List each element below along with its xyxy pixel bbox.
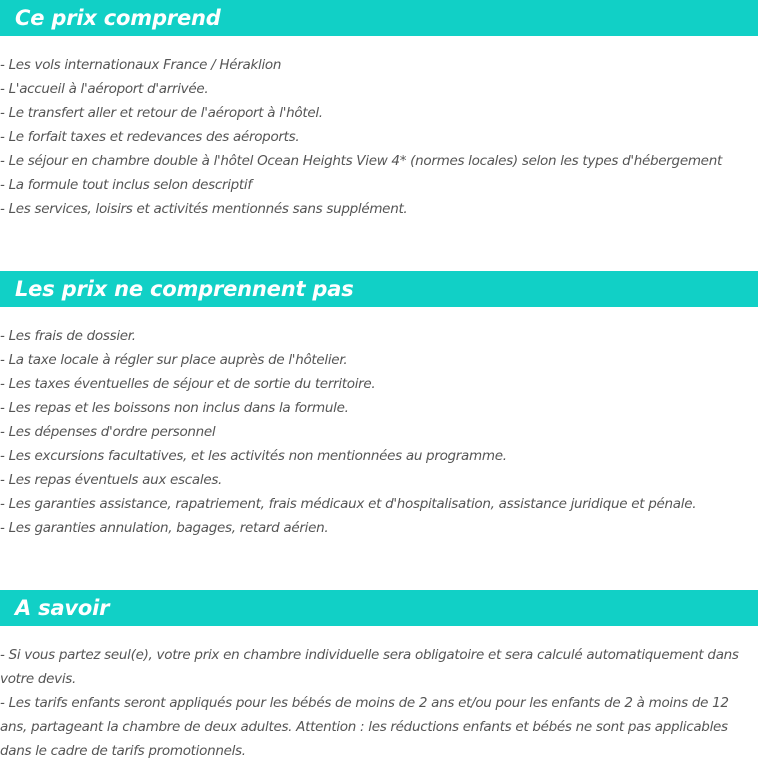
not-included-item: - Les repas et les boissons non inclus dans la formule. bbox=[0, 400, 349, 416]
not-included-item: - Les repas éventuels aux escales. bbox=[0, 472, 223, 488]
not-included-title: Les prix ne comprennent pas bbox=[15, 277, 354, 301]
included-item: - Le séjour en chambre double à l'hôtel Ocean Heights View 4* (normes locales) selon les types d'hébergement bbox=[0, 153, 722, 169]
to-know-body bbox=[0, 643, 758, 763]
not-included-item: - Les excursions facultatives, et les activités non mentionnées au programme. bbox=[0, 448, 507, 464]
included-item: - L'accueil à l'aéroport d'arrivée. bbox=[0, 81, 209, 97]
included-list bbox=[0, 53, 758, 221]
included-item: - La formule tout inclus selon descriptif bbox=[0, 177, 252, 193]
included-item: - Le forfait taxes et redevances des aéroports. bbox=[0, 129, 300, 145]
not-included-item: - Les garanties assistance, rapatriement, frais médicaux et d'hospitalisation, assistance juridique et pénale. bbox=[0, 496, 697, 512]
to-know-header bbox=[0, 590, 758, 626]
to-know-paragraph: - Les tarifs enfants seront appliqués pour les bébés de moins de 2 ans et/ou pour les enfants de 2 à moins de 12 ans, partageant la chambre de deux adultes. Attention : les réductions enfants et bébés ne sont pas applicables dans le cadre de tarifs promotionnels. bbox=[0, 695, 729, 759]
included-item: - Les vols internationaux France / Héraklion bbox=[0, 57, 282, 73]
not-included-header bbox=[0, 271, 758, 307]
included-item: - Le transfert aller et retour de l'aéroport à l'hôtel. bbox=[0, 105, 323, 121]
included-title: Ce prix comprend bbox=[15, 6, 221, 30]
not-included-item: - Les frais de dossier. bbox=[0, 328, 136, 344]
included-item: - Les services, loisirs et activités mentionnés sans supplément. bbox=[0, 201, 408, 217]
included-section bbox=[0, 0, 758, 221]
included-header bbox=[0, 0, 758, 36]
to-know-paragraph: - Si vous partez seul(e), votre prix en chambre individuelle sera obligatoire et sera calculé automatiquement dans votre devis. bbox=[0, 647, 739, 687]
not-included-list bbox=[0, 324, 758, 540]
not-included-item: - Les garanties annulation, bagages, retard aérien. bbox=[0, 520, 329, 536]
not-included-item: - La taxe locale à régler sur place auprès de l'hôtelier. bbox=[0, 352, 348, 368]
not-included-item: - Les taxes éventuelles de séjour et de sortie du territoire. bbox=[0, 376, 376, 392]
to-know-title: A savoir bbox=[15, 596, 110, 620]
not-included-item: - Les dépenses d'ordre personnel bbox=[0, 424, 216, 440]
not-included-section bbox=[0, 271, 758, 540]
to-know-section bbox=[0, 590, 758, 763]
